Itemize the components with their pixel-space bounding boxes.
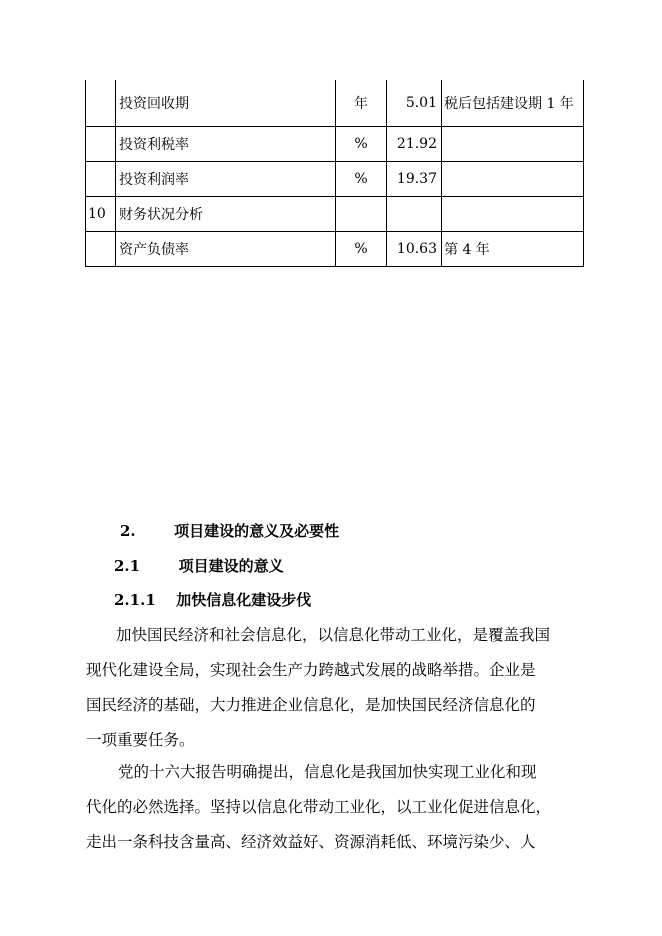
- paragraph-line: 一项重要任务。: [86, 731, 195, 749]
- paragraph-line: 走出一条科技含量高、经济效益好、资源消耗低、环境污染少、人: [86, 833, 536, 851]
- value-cell: 21.92: [387, 127, 442, 162]
- row-number-cell: 10: [86, 197, 116, 232]
- unit-cell: %: [336, 162, 387, 197]
- section-title: 项目建设的意义及必要性: [174, 522, 340, 540]
- subsection-number: 2.1: [114, 557, 141, 575]
- paragraph-line: 加快国民经济和社会信息化，以信息化带动工业化，是覆盖我国: [116, 626, 551, 644]
- note-cell: 税后包括建设期 1 年: [442, 80, 584, 127]
- subsection-heading: [114, 555, 284, 576]
- subsubsection-heading: [114, 589, 311, 610]
- table-row: [86, 127, 584, 162]
- unit-cell: %: [336, 127, 387, 162]
- row-number-cell: [86, 162, 116, 197]
- row-number-cell: [86, 80, 116, 127]
- table-row: [86, 232, 584, 267]
- paragraph-line: 代化的必然选择。坚持以信息化带动工业化，以工业化促进信息化，: [86, 798, 552, 816]
- indicator-name-cell: 资产负债率: [116, 232, 336, 267]
- table-row: [86, 162, 584, 197]
- subsection-title: 项目建设的意义: [178, 557, 284, 575]
- note-cell: 第 4 年: [442, 232, 584, 267]
- subsubsection-number: 2.1.1: [114, 591, 156, 609]
- indicator-name-cell: 投资利润率: [116, 162, 336, 197]
- unit-cell: %: [336, 232, 387, 267]
- row-number-cell: [86, 232, 116, 267]
- indicator-name-cell: 投资利税率: [116, 127, 336, 162]
- table-row: [86, 197, 584, 232]
- note-cell: [442, 127, 584, 162]
- section-heading: [120, 520, 339, 541]
- paragraph-line: 国民经济的基础，大力推进企业信息化，是加快国民经济信息化的: [86, 696, 536, 714]
- value-cell: 5.01: [387, 80, 442, 127]
- unit-cell: 年: [336, 80, 387, 127]
- paragraph-2: [86, 755, 586, 860]
- value-cell: 19.37: [387, 162, 442, 197]
- table-row: [86, 80, 584, 127]
- note-cell: [442, 162, 584, 197]
- paragraph-1: [86, 618, 586, 758]
- note-cell: [442, 197, 584, 232]
- value-cell: [387, 197, 442, 232]
- indicator-name-cell: 财务状况分析: [116, 197, 336, 232]
- unit-cell: [336, 197, 387, 232]
- subsubsection-title: 加快信息化建设步伐: [176, 591, 312, 609]
- row-number-cell: [86, 127, 116, 162]
- indicator-table: [85, 80, 584, 267]
- value-cell: 10.63: [387, 232, 442, 267]
- section-number: 2.: [120, 522, 136, 540]
- paragraph-line: 现代化建设全局，实现社会生产力跨越式发展的战略举措。企业是: [86, 661, 536, 679]
- paragraph-line: 党的十六大报告明确提出，信息化是我国加快实现工业化和现: [118, 763, 537, 781]
- indicator-name-cell: 投资回收期: [116, 80, 336, 127]
